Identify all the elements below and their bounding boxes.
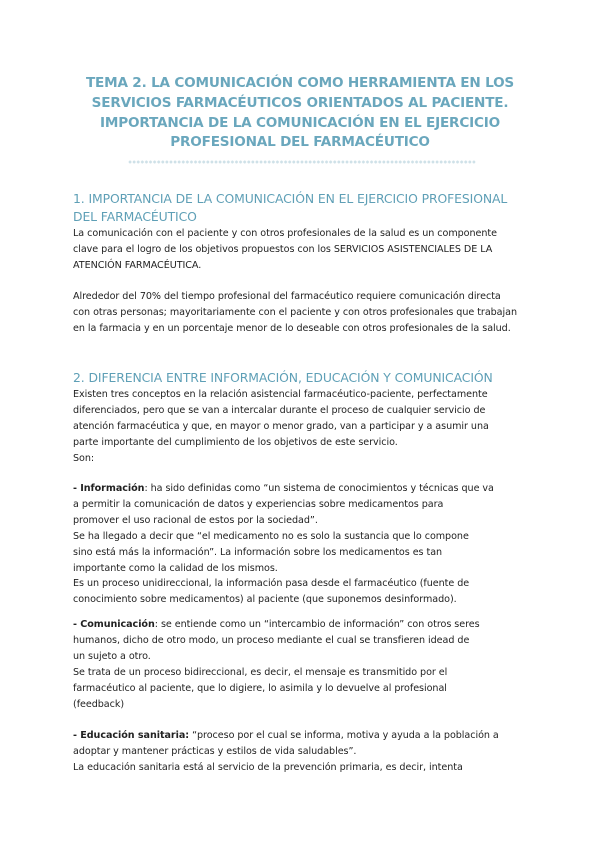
title-line: TEMA 2. LA COMUNICACIÓN COMO HERRAMIENTA EN LOS — [85, 75, 515, 91]
title-line: SERVICIOS FARMACÉUTICOS ORIENTADOS AL PACIENTE. — [91, 94, 509, 111]
comunicacion-definition: - Comunicación: se entiende como un “intercambio de información” con otros seres humanos, dicho de otro modo, un proceso mediante el cual se transfieren idead de un sujeto a otro. Se trata de un proceso bidireccional, es decir, el mensaje es transmitido por el farmacéutico al paciente, que lo digiere, lo asimila y lo devuelve al profesional (feedback) — [73, 619, 480, 710]
section-2-heading: 2. DIFERENCIA ENTRE INFORMACIÓN, EDUCACIÓN Y COMUNICACIÓN — [73, 370, 493, 385]
document-title — [70, 74, 530, 153]
section-1-heading: 1. IMPORTANCIA DE LA COMUNICACIÓN EN EL EJERCICIO PROFESIONAL DEL FARMACÉUTICO — [73, 191, 508, 224]
section-1-paragraph-2: Alrededor del 70% del tiempo profesional del farmacéutico requiere comunicación directa con otras personas; mayoritariamente con el paciente y con otros profesionales que trabajan en la farmacia y en un porcentaje menor de lo deseable con otros profesionales de la salud. — [73, 291, 517, 334]
informacion-label: - Información — [73, 483, 145, 494]
dotted-divider — [128, 160, 476, 164]
section-1-paragraph-1: La comunicación con el paciente y con otros profesionales de la salud es un componente clave para el logro de los objetivos propuestos con los SERVICIOS ASISTENCIALES DE LA ATENCIÓN FARMACÉUTICA. — [73, 228, 497, 271]
informacion-definition: - Información: ha sido definidas como “un sistema de conocimientos y técnicas que va a permitir la comunicación de datos y experiencias sobre medicamentos para promover el uso racional de estos por la sociedad”. Se ha llegado a decir que “el medicamento no es solo la sustancia que lo compone sino está más la información”. La información sobre los medicamentos es tan importante como la calidad de los mismos. Es un proceso unidireccional, la información pasa desde el farmacéutico (fuente de conocimiento sobre medicamentos) al paciente (que suponemos desinformado). — [73, 483, 494, 606]
title-line: IMPORTANCIA DE LA COMUNICACIÓN EN EL EJERCICIO — [100, 114, 500, 131]
section-2-intro: Existen tres conceptos en la relación asistencial farmacéutico-paciente, perfectamente diferenciados, pero que se van a intercalar durante el proceso de cualquier servicio de atención farmacéutica y que, en mayor o menor grado, van a participar y a asumir una parte importante del cumplimiento de los objetivos de este servicio. Son: — [73, 389, 489, 464]
title-line: PROFESIONAL DEL FARMACÉUTICO — [170, 134, 430, 151]
educacion-definition: - Educación sanitaria: “proceso por el cual se informa, motiva y ayuda a la población a adoptar y mantener prácticas y estilos de vida saludables”. La educación sanitaria está al servicio de la prevención primaria, es decir, intenta — [73, 730, 499, 773]
educacion-label: - Educación sanitaria: — [73, 730, 190, 741]
comunicacion-label: - Comunicación — [73, 619, 155, 630]
